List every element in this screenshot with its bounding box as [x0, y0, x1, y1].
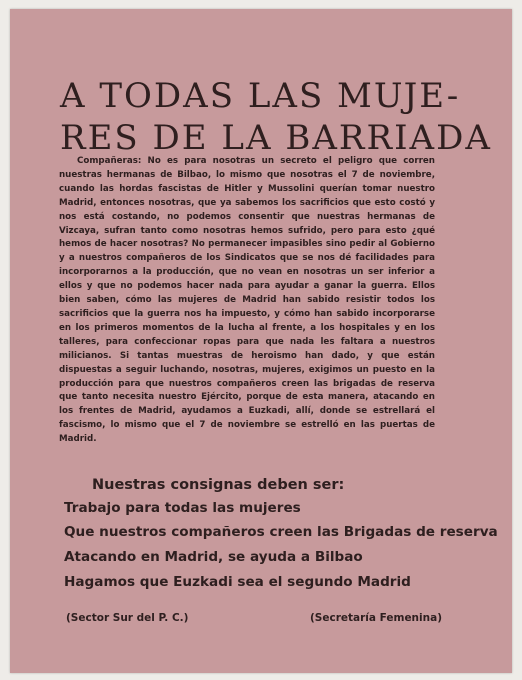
- signature-right: (Secretaría Femenina): [310, 612, 442, 624]
- slogan-item: Hagamos que Euzkadi sea el segundo Madrid: [64, 574, 411, 590]
- slogans-heading: Nuestras consignas deben ser:: [92, 477, 345, 493]
- title-line-1: A TODAS LAS MUJE-: [60, 76, 461, 116]
- signature-left: (Sector Sur del P. C.): [66, 612, 189, 624]
- leaflet-body-text: Compañeras: No es para nosotras un secreto el peligro que corren nuestras hermanas de Bilbao, lo mismo que nosotras el 7 de noviembre, cuando las hordas fascistas de Hitler y Mussolini querían tomar nuestro Madrid, entonces nosotras, que ya sabemos los sacrificios que esto costó y nos está costando, no podemos consentir que nuestras hermanas de Vizcaya, sufran tanto como nosotras hemos sufrido, pero para esto ¿qué hemos de hacer nosotras? No permanecer impasibles sino pedir al Gobierno y a nuestros compañeros de los Sindicatos que se nos dé facilidades para incorporarnos a la producción, que no vean en nosotras un ser inferior a ellos y que no podemos hacer nada para ayudar a ganar la guerra. Ellos bien saben, cómo las mujeres de Madrid han sabido resistir todos los sacrificios que la guerra nos ha impuesto, y cómo han sabido incorporarse en los primeros momentos de la lucha al frente, a los hospitales y en los talleres, para confeccionar ropas para que nada les faltara a nuestros milicianos. Si tantas muestras de heroismo han dado, y que están dispuestas a seguir luchando, nosotras, mujeres, exigimos un puesto en la producción para que nuestros compañeros creen las brigadas de reserva que tanto necesita nuestro Ejército, porque de esta manera, atacando en los frentes de Madrid, ayudamos a Euzkadi, allí, donde se estrellará el fascismo, lo mismo que el 7 de noviembre se estrelló en las puertas de Madrid.: [59, 156, 435, 445]
- title-line-2: RES DE LA BARRIADA: [60, 118, 492, 158]
- slogan-item: Trabajo para todas las mujeres: [64, 500, 301, 516]
- leaflet-title: [60, 75, 492, 159]
- slogan-item: Atacando en Madrid, se ayuda a Bilbao: [64, 549, 363, 565]
- slogan-item: Que nuestros compañeros creen las Brigadas de reserva: [64, 524, 498, 540]
